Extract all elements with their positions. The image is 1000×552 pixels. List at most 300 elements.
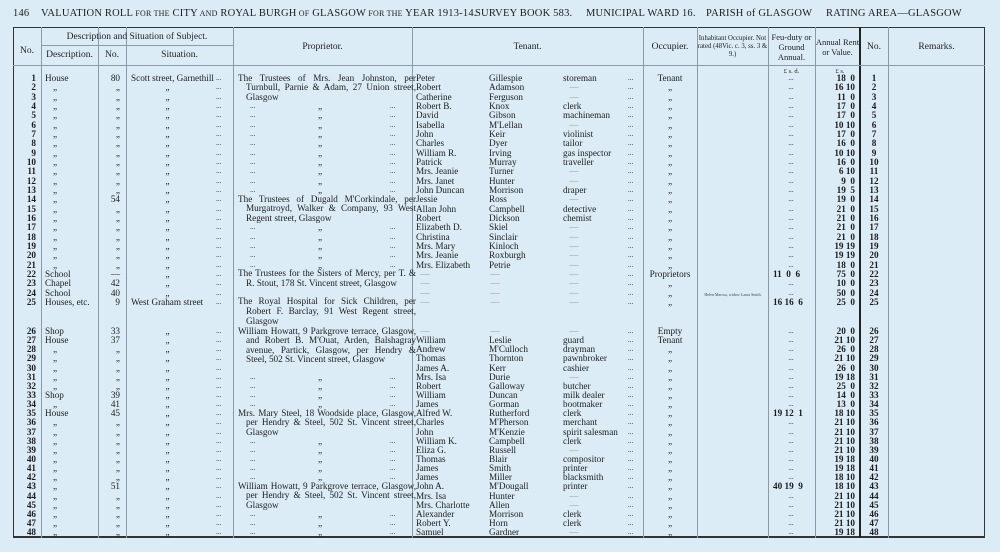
tenant-occupation: — (569, 175, 579, 186)
feu-duty: ... (788, 500, 794, 509)
tenant-occupation: butcher (563, 380, 591, 391)
feu-duty: ... (788, 176, 794, 185)
tenant-leader: ... (628, 111, 634, 120)
proprietor-ditto: ... (390, 509, 396, 518)
situation-leader: ... (216, 101, 222, 110)
col-header-no-right: No. (867, 41, 881, 52)
row-number: 8 (31, 138, 36, 149)
annual-rent: 21 10 (834, 499, 855, 510)
annual-rent: 19 18 (834, 463, 855, 474)
annual-rent: 17 0 (836, 100, 855, 111)
tenant-first-name: — (420, 287, 430, 298)
tenant-first-name: David (416, 110, 439, 121)
tenant-occupation: — (569, 278, 579, 289)
situation: „ (165, 353, 170, 364)
tenant-surname: — (490, 268, 500, 279)
proprietor-ditto: „ (318, 119, 323, 130)
column-rule (233, 27, 234, 538)
proprietor-ditto: ... (390, 464, 396, 473)
occupier: „ (667, 175, 673, 186)
tenant-surname: Murray (489, 156, 517, 167)
feu-duty: ... (788, 390, 794, 399)
subject-number: „ (115, 426, 120, 437)
situation-leader: ... (216, 473, 222, 482)
feu-duty: ... (788, 195, 794, 204)
tenant-first-name: — (420, 326, 430, 336)
feu-duty: 11 0 6 (773, 268, 801, 279)
feu-duty: ... (788, 120, 794, 129)
description: „ (52, 435, 58, 446)
proprietor-ditto: „ (318, 380, 323, 391)
row-number-right: 46 (869, 508, 879, 519)
subject-number: „ (115, 472, 120, 483)
occupier: „ (667, 100, 673, 111)
tenant-occupation: — (569, 268, 579, 279)
row-number: 30 (26, 362, 36, 373)
tenant-surname: Adamson (489, 82, 525, 93)
occupier: „ (667, 463, 673, 474)
description: „ (52, 212, 58, 223)
occupier: „ (667, 203, 673, 214)
row-number-right: 28 (869, 344, 879, 355)
subject-number: „ (115, 119, 120, 130)
feu-duty: ... (788, 372, 794, 381)
row-number: 16 (26, 212, 36, 223)
col-header-subject-no: No. (105, 50, 119, 60)
situation-leader: ... (216, 345, 222, 354)
row-number: 46 (26, 508, 36, 519)
occupier: „ (667, 212, 673, 223)
tenant-leader: ... (628, 213, 634, 222)
tenant-first-name: Christina (416, 231, 450, 242)
tenant-first-name: John A. (416, 481, 445, 492)
situation: „ (165, 417, 170, 428)
page-number: 146 (13, 8, 30, 19)
tenant-surname: — (490, 326, 500, 336)
tenant-surname: M'Dougall (489, 481, 529, 492)
row-number: 9 (31, 147, 36, 158)
feu-duty: ... (788, 92, 794, 101)
situation: „ (165, 110, 170, 121)
tenant-leader: ... (628, 120, 634, 129)
situation-leader: ... (216, 381, 222, 390)
situation-leader: ... (216, 195, 222, 204)
tenant-first-name: Samuel (416, 527, 444, 538)
tenant-occupation: storeman (563, 73, 597, 83)
row-number: 38 (26, 435, 36, 446)
annual-rent: 21 10 (834, 517, 855, 528)
tenant-occupation: violinist (563, 128, 594, 139)
annual-rent: 25 0 (836, 296, 855, 307)
situation: „ (165, 100, 170, 111)
proprietor-ditto: „ (318, 138, 323, 149)
subject-number: „ (115, 100, 120, 111)
row-number-right: 38 (869, 435, 879, 446)
occupier: Tenant (657, 335, 683, 346)
tenant-first-name: Charles (416, 138, 445, 149)
proprietor-ditto: ... (390, 473, 396, 482)
row-number-right: 48 (869, 527, 879, 538)
annual-rent: 25 0 (836, 380, 855, 391)
row-number-right: 17 (869, 222, 879, 233)
tenant-surname: Russell (489, 444, 517, 455)
feu-duty: 16 16 6 (773, 296, 803, 307)
annual-rent: 16 0 (836, 156, 855, 167)
annual-rent: 19 0 (836, 194, 855, 205)
occupier: Empty (657, 326, 683, 336)
situation-leader: ... (216, 336, 222, 345)
title-part: GLASGOW (309, 8, 367, 19)
occupier: „ (667, 508, 673, 519)
situation: „ (165, 231, 170, 242)
feu-duty: ... (788, 101, 794, 110)
proprietor-ditto: ... (390, 454, 396, 463)
situation-leader: ... (216, 509, 222, 518)
feu-duty: ... (788, 129, 794, 138)
tenant-occupation: clerk (563, 517, 582, 528)
feu-duty: ... (788, 232, 794, 241)
subject-number: „ (115, 490, 120, 501)
description: „ (52, 250, 58, 261)
situation-leader: ... (216, 148, 222, 157)
occupier: „ (667, 426, 673, 437)
tenant-first-name: Allan John (416, 203, 457, 214)
tenant-occupation: clerk (563, 100, 582, 111)
description: „ (52, 380, 58, 391)
situation-leader: ... (216, 363, 222, 372)
occupier: „ (667, 490, 673, 501)
row-number-right: 35 (869, 408, 879, 419)
tenant-leader: ... (628, 327, 634, 335)
feu-duty: ... (788, 204, 794, 213)
situation-leader: ... (216, 223, 222, 232)
proprietor-ditto: ... (390, 528, 396, 537)
tenant-occupation: milk dealer (563, 389, 605, 400)
tenant-leader: ... (628, 518, 634, 527)
situation: „ (165, 408, 170, 419)
situation: „ (165, 444, 170, 455)
proprietor-ditto: ... (390, 120, 396, 129)
feu-duty: ... (788, 381, 794, 390)
row-number-right: 16 (869, 212, 879, 223)
description: „ (52, 399, 58, 410)
row-number-right: 22 (869, 268, 879, 279)
situation: „ (165, 91, 170, 102)
proprietor-entry: The Royal Hospital for Sick Children, per Robert F. Barclay, 91 West Regent street, Glasgow (238, 296, 416, 326)
description: „ (52, 490, 58, 501)
proprietor-ditto: „ (318, 517, 323, 528)
description: House (45, 73, 69, 83)
tenant-first-name: Robert (416, 212, 442, 223)
row-number-right: 13 (869, 184, 879, 195)
tenant-leader: ... (628, 381, 634, 390)
description: „ (52, 156, 58, 167)
subject-number: „ (115, 259, 120, 270)
tenant-leader: ... (628, 445, 634, 454)
description: „ (52, 100, 58, 111)
subject-number: „ (115, 91, 120, 102)
subject-number: „ (115, 110, 120, 121)
row-number-right: 43 (869, 481, 879, 492)
tenant-occupation: printer (563, 463, 588, 474)
situation: „ (165, 194, 170, 205)
proprietor-ditto: ... (250, 129, 256, 138)
annual-rent: 18 10 (834, 481, 855, 492)
situation-leader: ... (216, 260, 222, 269)
occupier: „ (667, 119, 673, 130)
tenant-first-name: Alfred W. (416, 408, 453, 419)
occupier: „ (667, 128, 673, 139)
survey-book: SURVEY BOOK 583. (475, 8, 573, 19)
subject-number: 45 (110, 408, 120, 419)
row-number: 39 (26, 444, 36, 455)
proprietor-ditto: ... (390, 445, 396, 454)
annual-rent: 17 0 (836, 128, 855, 139)
occupier: „ (667, 156, 673, 167)
subject-number: „ (115, 147, 120, 158)
annual-rent: 10 10 (834, 119, 855, 130)
col-header-no: No. (20, 45, 34, 56)
tenant-leader: ... (628, 185, 634, 194)
situation: „ (165, 335, 170, 346)
annual-rent: 21 10 (834, 335, 855, 346)
col-header-feu-duty: Feu-duty or Ground Annual. (771, 31, 812, 62)
tenant-surname: Dyer (489, 138, 508, 149)
tenant-leader: ... (628, 500, 634, 509)
occupier: „ (667, 166, 673, 177)
proprietor-ditto: ... (250, 167, 256, 176)
row-number-right: 8 (871, 138, 877, 149)
description: Houses, etc. (45, 296, 90, 307)
row-number-right: 21 (869, 259, 879, 270)
description: „ (52, 517, 58, 528)
tenant-occupation: blacksmith (563, 472, 604, 483)
row-number-right: 42 (869, 472, 879, 483)
situation: „ (165, 119, 170, 130)
feu-duty: ... (788, 363, 794, 372)
row-number-right: 6 (871, 119, 877, 130)
occupier: „ (667, 417, 673, 428)
proprietor-ditto: ... (390, 372, 396, 381)
situation: „ (165, 278, 170, 289)
subject-number: „ (115, 453, 120, 464)
proprietor-ditto: ... (390, 157, 396, 166)
tenant-surname: Campbell (489, 435, 525, 446)
row-number-right: 20 (869, 250, 879, 261)
proprietor-ditto: ... (250, 381, 256, 390)
tenant-leader: ... (628, 436, 634, 445)
row-number: 36 (26, 417, 36, 428)
row-number-right: 2 (871, 82, 877, 93)
tenant-surname: Duncan (489, 389, 518, 400)
subject-number: — (110, 268, 120, 279)
tenant-surname: Gorman (489, 399, 520, 410)
subject-number: „ (115, 203, 120, 214)
occupier: „ (667, 517, 673, 528)
annual-rent: 50 0 (836, 287, 855, 298)
tenant-occupation: — (569, 82, 579, 93)
tenant-first-name: Catherine (416, 91, 452, 102)
tenant-first-name: William K. (416, 435, 457, 446)
proprietor-ditto: ... (250, 111, 256, 120)
description: „ (52, 444, 58, 455)
situation-leader: ... (216, 111, 222, 120)
subject-number: 80 (110, 73, 120, 83)
proprietor-ditto: ... (390, 390, 396, 399)
title-part: AND (197, 9, 218, 18)
annual-rent: 18 10 (834, 472, 855, 483)
tenant-first-name: James A. (416, 362, 450, 373)
proprietor-ditto: „ (318, 399, 323, 410)
tenant-first-name: Mrs. Janet (416, 175, 455, 186)
description: „ (52, 508, 58, 519)
parish: PARISH of GLASGOW (706, 8, 813, 19)
subject-number: „ (115, 508, 120, 519)
feu-duty: ... (788, 213, 794, 222)
situation: „ (165, 268, 170, 279)
row-number-right: 34 (869, 399, 879, 410)
municipal-ward: MUNICIPAL WARD 16. (586, 8, 696, 19)
tenant-first-name: Mrs. Jeanie (416, 166, 459, 177)
tenant-leader: ... (628, 129, 634, 138)
tenant-leader: ... (628, 427, 634, 436)
annual-rent: 16 0 (836, 138, 855, 149)
feu-duty: ... (788, 251, 794, 260)
row-number-right: 14 (869, 194, 879, 205)
proprietor-ditto: ... (390, 185, 396, 194)
feu-duty: ... (788, 418, 794, 427)
row-number-right: 7 (871, 128, 877, 139)
proprietor-ditto: „ (318, 147, 323, 158)
feu-duty: ... (788, 509, 794, 518)
tenant-occupation: pawnbroker (563, 353, 607, 364)
situation: „ (165, 399, 170, 410)
tenant-occupation: — (569, 222, 579, 233)
subject-number: „ (115, 371, 120, 382)
tenant-first-name: Peter (416, 73, 435, 83)
proprietor-ditto: ... (250, 232, 256, 241)
situation: „ (165, 389, 170, 400)
row-number-right: 4 (871, 100, 877, 111)
situation: „ (165, 508, 170, 519)
subject-number: 41 (110, 399, 120, 410)
proprietor-ditto: ... (250, 223, 256, 232)
proprietor-ditto: ... (390, 129, 396, 138)
feu-duty: ... (788, 279, 794, 288)
proprietor-ditto: ... (250, 372, 256, 381)
tenant-leader: ... (628, 297, 634, 306)
annual-rent: 21 10 (834, 417, 855, 428)
situation-leader: ... (216, 390, 222, 399)
proprietor-ditto: ... (390, 400, 396, 409)
proprietor-ditto: ... (390, 111, 396, 120)
situation-leader: ... (216, 232, 222, 241)
tenant-first-name: Thomas (416, 453, 446, 464)
situation: West Graham street (131, 296, 204, 307)
row-number-right: 5 (871, 110, 877, 121)
tenant-occupation: clerk (563, 508, 582, 519)
description: „ (52, 499, 58, 510)
row-number-right: 27 (869, 335, 879, 346)
tenant-occupation: traveller (563, 156, 594, 167)
row-number-right: 40 (869, 453, 879, 464)
proprietor-ditto: ... (390, 223, 396, 232)
feu-duty: ... (788, 427, 794, 436)
subject-number: „ (115, 444, 120, 455)
tenant-leader: ... (628, 345, 634, 354)
row-number-right: 18 (869, 231, 879, 242)
tenant-first-name: Patrick (416, 156, 443, 167)
tenant-leader: ... (628, 491, 634, 500)
column-rule (41, 27, 42, 538)
header-rule (13, 65, 985, 66)
proprietor-ditto: „ (318, 240, 323, 251)
proprietor-ditto: „ (318, 444, 323, 455)
roll-title (41, 8, 477, 19)
occupier: „ (667, 194, 673, 205)
proprietor-ditto: „ (318, 508, 323, 519)
row-number-right: 1 (871, 73, 877, 83)
tenant-occupation: clerk (563, 408, 582, 419)
situation-leader: ... (216, 409, 222, 418)
subject-number: „ (115, 380, 120, 391)
annual-rent: 21 10 (834, 435, 855, 446)
feu-duty: ... (788, 223, 794, 232)
feu-duty: ... (788, 518, 794, 527)
col-header-tenant: Tenant. (513, 41, 542, 52)
annual-rent: 21 10 (834, 444, 855, 455)
description: Shop (45, 389, 64, 400)
feu-duty: 40 19 9 (773, 481, 803, 492)
inhabitant-occupier-note: Helen Marcus, widow Laura Smith. (704, 292, 762, 297)
annual-rent: 14 0 (836, 389, 855, 400)
situation-leader: ... (216, 241, 222, 250)
title-part: OF (296, 9, 310, 18)
tenant-first-name: Mrs. Jeanie (416, 250, 459, 261)
occupier: „ (667, 296, 673, 307)
row-number: 13 (26, 184, 36, 195)
proprietor-ditto: „ (318, 100, 323, 111)
tenant-occupation: — (569, 326, 579, 336)
description: „ (52, 240, 58, 251)
proprietor-ditto: ... (250, 390, 256, 399)
proprietor-ditto: ... (390, 139, 396, 148)
row-number: 17 (26, 222, 36, 233)
proprietor-ditto: ... (250, 445, 256, 454)
situation-leader: ... (216, 288, 222, 297)
subject-number: „ (115, 184, 120, 195)
proprietor-ditto: ... (250, 400, 256, 409)
tenant-occupation: — (569, 287, 579, 298)
proprietor-ditto: „ (318, 435, 323, 446)
tenant-first-name: William (416, 389, 446, 400)
situation: „ (165, 240, 170, 251)
tenant-occupation: spirit salesman (563, 426, 618, 437)
row-number-right: 37 (869, 426, 879, 437)
tenant-leader: ... (628, 372, 634, 381)
description: „ (52, 527, 58, 538)
subject-number: 40 (110, 287, 120, 298)
subject-number: „ (115, 156, 120, 167)
situation: „ (165, 435, 170, 446)
proprietor-ditto: ... (250, 518, 256, 527)
proprietor-ditto: „ (318, 250, 323, 261)
tenant-surname: Leslie (489, 335, 512, 346)
title-part: FOR THE (133, 9, 170, 18)
occupier: „ (667, 138, 673, 149)
situation-leader: ... (216, 445, 222, 454)
row-number-right: 33 (869, 389, 879, 400)
